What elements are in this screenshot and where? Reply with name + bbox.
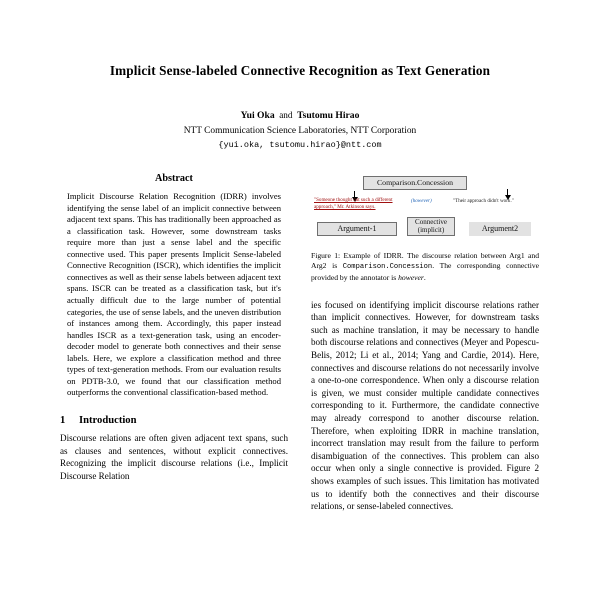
connective-box-line1: Connective [415, 218, 447, 227]
argument-1-box: Argument-1 [317, 222, 397, 236]
two-column-body [60, 173, 540, 513]
caption-text-part3: . [423, 272, 426, 282]
right-column-paragraph: ies focused on identifying implicit discourse relations rather than implicit connectives. However, for downstream tasks such as machine translation, it may be necessary to handle both discourse relations and connectives (Meyer and Popescu-Belis, 2012; Li et al., 2014; Yang and Cardie, 2014). Here, connectives and discourse relations do not necessarily involve a one-to-one correspondence. When only a discourse relation is given, we must consider multiple candidate connectives corresponding to it. Furthermore, the candidate connective may already correspond to another discourse relation. Therefore, when exploiting IDRR in machine translation, incorrect translation may result from the failure to perform disambiguation of the connectives. This problem can also occur when only a single connective is provided. Figure 2 shows examples of such issues. This limitation has motivated us to identify both the connectives and their discourse relations, or sense-labeled connectives. [311, 299, 539, 512]
arrow-to-arg2-icon [507, 189, 508, 196]
page-title: Implicit Sense-labeled Connective Recognition as Text Generation [109, 63, 491, 78]
section-title: Introduction [79, 414, 137, 426]
author-second: Tsutomu Hirao [297, 109, 360, 121]
caption-text-part2: . The corresponding connective provided by the annotator is [311, 261, 539, 282]
left-column [60, 173, 288, 482]
right-column [311, 173, 539, 513]
caption-connective: however [398, 272, 424, 282]
section-heading-introduction [60, 415, 288, 426]
figure-1-caption [311, 251, 539, 283]
affiliation: NTT Communication Science Laboratories, NTT Corporation [183, 125, 417, 136]
author-conjunction: and [279, 109, 293, 120]
figure-1-diagram [311, 173, 539, 245]
connective-box [407, 217, 455, 236]
caption-sense-label: Comparison.Concession [342, 263, 433, 272]
sense-label-box: Comparison.Concession [363, 176, 467, 190]
arg1-span-text: "Someone thought out such a different approach," Mr. Atkinson says. [314, 197, 393, 210]
caption-text-part1: Figure 1: Example of IDRR. The discourse relation between Arg1 and Arg2 is [311, 251, 539, 271]
connective-span-text: (however) [411, 198, 432, 205]
abstract-text: Implicit Discourse Relation Recognition (IDRR) involves identifying the sense label of an implicit connective between adjacent text spans. This has traditionally been approached as a classification task. However, some downstream tasks require more than just a sense label and the specific connective used. This paper presents Implicit Sense-labeled Connective Recognition (ISCR), which identifies the implicit connectives as well as their sense labels between adjacent text spans. ISCR can be treated as a classification task, but it's actually difficult due to the large number of potential categories, the use of sense labels, and the uneven distribution of instances among them. Accordingly, this paper instead handles ISCR as a text-generation task, using an encoder-decoder model to generate both connectives and their sense labels. Here, we explore a classification method and three types of text-generation methods. From our evaluation results on PDTB-3.0, we found that our classification method outperforms the conventional classification-based method. [67, 191, 281, 398]
argument-2-box: Argument2 [469, 222, 531, 236]
connective-box-line2: (implicit) [417, 225, 445, 234]
abstract-heading: Abstract [155, 173, 193, 185]
section-number: 1 [60, 414, 66, 426]
arg2-span-text: "Their approach didn't work." [453, 198, 514, 205]
introduction-paragraph: Discourse relations are often given adjacent text spans, such as clauses and sentences, without explicit connectives. Recognizing the implicit discourse relations (i.e., Implicit Discourse Relation [60, 432, 288, 481]
author-first: Yui Oka [240, 109, 275, 121]
contact-email: {yui.oka, tsutomu.hirao}@ntt.com [218, 140, 382, 151]
author-line [60, 79, 540, 122]
